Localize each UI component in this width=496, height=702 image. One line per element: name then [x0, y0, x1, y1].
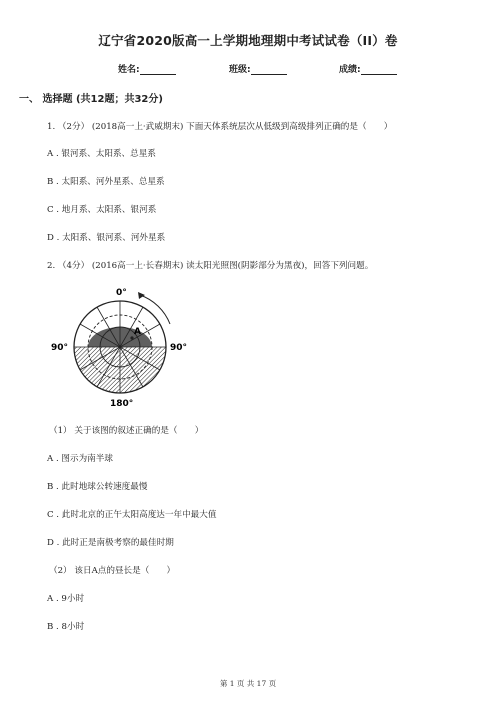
- name-label: 姓名:: [118, 65, 140, 75]
- label-a: A: [134, 327, 141, 337]
- question-2-1-option-c: C . 此时北京的正午太阳高度达一年中最大值: [47, 510, 217, 520]
- question-2-1-stem: （1） 关于该图的叙述正确的是（ ）: [49, 426, 204, 436]
- question-2-2-stem: （2） 该日A点的昼长是（ ）: [49, 566, 176, 576]
- label-90-right: 90°: [170, 343, 188, 353]
- label-0: 0°: [116, 288, 127, 298]
- question-2-stem: 2. （4分） (2016高一上·长春期末) 读太阳光照图(阴影部分为黑夜)，回答下列问题。: [47, 261, 374, 271]
- label-180: 180°: [110, 399, 134, 409]
- page-footer: 第 1 页 共 17 页: [219, 679, 277, 688]
- class-blank: [251, 65, 287, 75]
- sunlight-diagram: [48, 282, 198, 412]
- question-2-1-option-b: B . 此时地球公转速度最慢: [47, 482, 148, 492]
- question-2-1-option-a: A . 图示为南半球: [47, 454, 113, 464]
- rotation-arrow: [140, 295, 170, 324]
- arrow-head-icon: [138, 292, 145, 299]
- class-label: 班级:: [229, 65, 251, 75]
- score-blank: [361, 65, 397, 75]
- score-field: [339, 62, 397, 75]
- section-heading: 一、 选择题 (共12题；共32分): [19, 94, 163, 105]
- question-1-option-d: D . 太阳系、银河系、河外星系: [47, 233, 166, 243]
- name-blank: [140, 65, 176, 75]
- question-1-stem: 1. （2分） (2018高一上·武威期末) 下面天体系统层次从低级到高级排列正确的是（ ）: [47, 122, 393, 132]
- question-2-1-option-d: D . 此时正是南极考察的最佳时期: [47, 538, 174, 548]
- question-2-2-option-b: B . 8小时: [47, 622, 85, 632]
- question-1-option-c: C . 地月系、太阳系、银河系: [47, 205, 157, 215]
- night-area: [68, 347, 178, 397]
- name-field: [118, 62, 176, 75]
- question-1-option-b: B . 太阳系、河外星系、总星系: [47, 177, 165, 187]
- question-2-2-option-a: A . 9小时: [47, 594, 85, 604]
- question-1-option-a: A . 银河系、太阳系、总星系: [47, 149, 156, 159]
- page-title: 辽宁省2020版高一上学期地理期中考试试卷（II）卷: [98, 33, 398, 48]
- class-field: [229, 62, 287, 75]
- label-90-left: 90°: [51, 343, 69, 353]
- score-label: 成绩:: [339, 65, 361, 75]
